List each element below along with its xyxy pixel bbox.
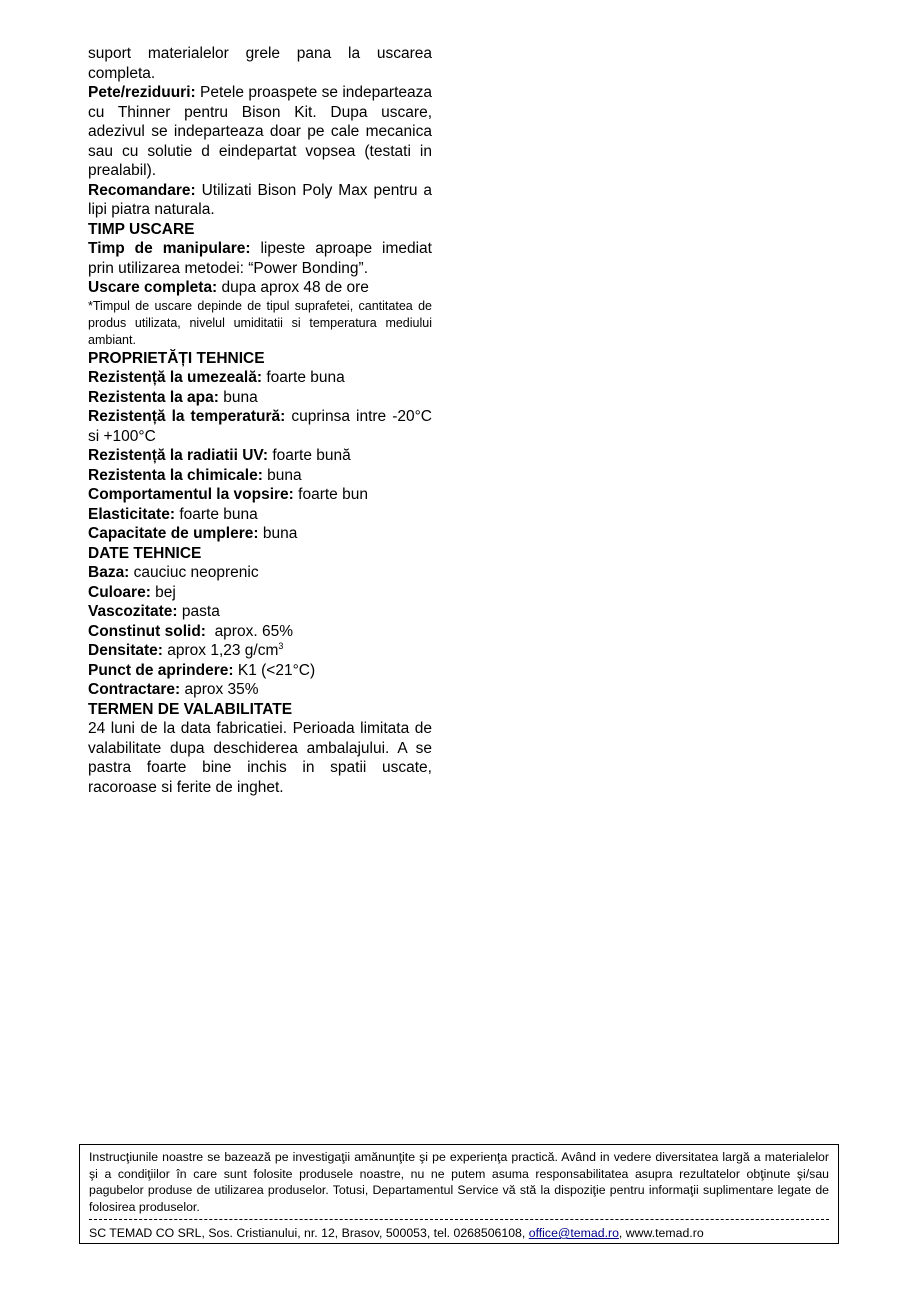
property-value: buna [258,525,298,542]
densitate-item [88,641,432,661]
continut-solid-label: Constinut solid: [88,622,206,640]
culoare-item [88,583,432,603]
contact-address: SC TEMAD CO SRL, Sos. Cristianului, nr. 12, Brasov, 500053, tel. 0268506108, [89,1226,529,1240]
continut-solid-value: aprox. 65% [205,622,293,640]
property-value: foarte buna [175,505,258,523]
property-label: Rezistenta la chimicale: [88,466,263,484]
vascozitate-item [88,602,432,622]
contractare-label: Contractare: [88,681,181,698]
contact-website: , www.temad.ro [618,1226,704,1240]
intro-paragraph: suport materialelor grele pana la uscarea completa. [88,45,432,82]
timp-manipulare-paragraph [88,239,432,278]
vascozitate-label: Vascozitate: [88,603,178,620]
property-item [88,407,432,446]
property-value: buna [262,466,302,484]
footer-contact [89,1225,829,1242]
baza-value: cauciuc neoprenic [129,564,259,581]
property-item [88,388,432,408]
email-link[interactable]: office@temad.ro [528,1226,619,1240]
property-label: Capacitate de umplere: [88,525,259,542]
property-value: foarte bun [293,486,368,503]
property-item [88,446,432,466]
pete-label: Pete/reziduuri: [88,84,196,101]
recomandare-text: Utilizati Bison Poly Max pentru a lipi piatra naturala. [88,181,432,218]
footer-disclaimer: Instrucţiunile noastre se bazează pe investigaţii amănunţite şi pe experienţa practică. Având in vedere diversitatea largă a materialelor şi a condiţiilor în care sunt folosite produsele noastre, nu ne putem asuma responsabilitatea asupra rezultatelor obţinute şi/sau pagubelor produse de utilizarea produselor. Totusi, Departamentul Service vă stă la dispoziţie pentru informaţii suplimentare legate de folosirea produselor. [89,1150,829,1214]
footer-divider [89,1219,829,1221]
densitate-exponent: 3 [278,641,284,651]
property-item [88,524,432,544]
uscare-completa-paragraph [88,278,432,298]
property-item [88,505,432,525]
recomandare-paragraph [88,181,432,220]
property-label: Comportamentul la vopsire: [88,486,294,503]
pete-paragraph [88,83,432,181]
timp-manipulare-text: lipeste aproape imediat prin utilizarea metodei: “Power Bonding”. [88,240,432,277]
densitate-value: aprox 1,23 g/cm [162,642,279,659]
property-value: buna [218,388,258,406]
property-label: Rezistență la radiatii UV: [88,447,269,464]
property-value: cuprinsa intre -20°C si +100°C [88,408,433,445]
date-tehnice-heading: DATE TEHNICE [88,544,202,562]
footer-box [79,1144,839,1244]
culoare-label: Culoare: [88,583,151,601]
baza-item [88,563,432,583]
baza-label: Baza: [88,564,130,581]
uscare-note: *Timpul de uscare depinde de tipul suprafetei, cantitatea de produs utilizata, nivelul umiditatii si temperatura mediului ambiant. [88,298,432,347]
termen-heading: TERMEN DE VALABILITATE [88,700,293,718]
termen-text: 24 luni de la data fabricatiei. Perioada limitata de valabilitate dupa deschiderea ambalajului. A se pastra foarte bine inchis in spatii uscate, racoroase si ferite de inghet. [88,720,432,796]
proprietati-heading: PROPRIETĂȚI TEHNICE [88,349,265,367]
property-value: foarte bună [268,447,351,464]
vascozitate-value: pasta [177,603,220,620]
recomandare-label: Recomandare: [88,181,196,199]
punct-aprindere-label: Punct de aprindere: [88,661,234,679]
property-label: Rezistență la temperatură: [88,408,286,425]
punct-aprindere-item [88,661,432,681]
contractare-item [88,680,432,700]
property-item [88,368,432,388]
main-column [88,44,432,797]
property-label: Elasticitate: [88,505,176,523]
uscare-completa-label: Uscare completa: [88,279,218,296]
punct-aprindere-value: K1 (<21°C) [233,661,316,679]
property-item [88,485,432,505]
contractare-value: aprox 35% [180,681,259,698]
property-label: Rezistență la umezeală: [88,369,263,386]
uscare-completa-text: dupa aprox 48 de ore [217,279,369,296]
culoare-value: bej [150,583,176,601]
property-label: Rezistenta la apa: [88,388,219,406]
continut-solid-item [88,622,432,642]
property-item [88,466,432,486]
densitate-label: Densitate: [88,642,163,659]
timp-manipulare-label: Timp de manipulare: [88,240,251,257]
pete-text: Petele proaspete se indeparteaza cu Thinner pentru Bison Kit. Dupa uscare, adezivul se indeparteaza doar pe cale mecanica sau cu solutie d eindepartat vopsea (testati in prealabil). [88,84,432,179]
property-value: foarte buna [262,369,345,386]
timp-uscare-heading: TIMP USCARE [88,220,195,238]
